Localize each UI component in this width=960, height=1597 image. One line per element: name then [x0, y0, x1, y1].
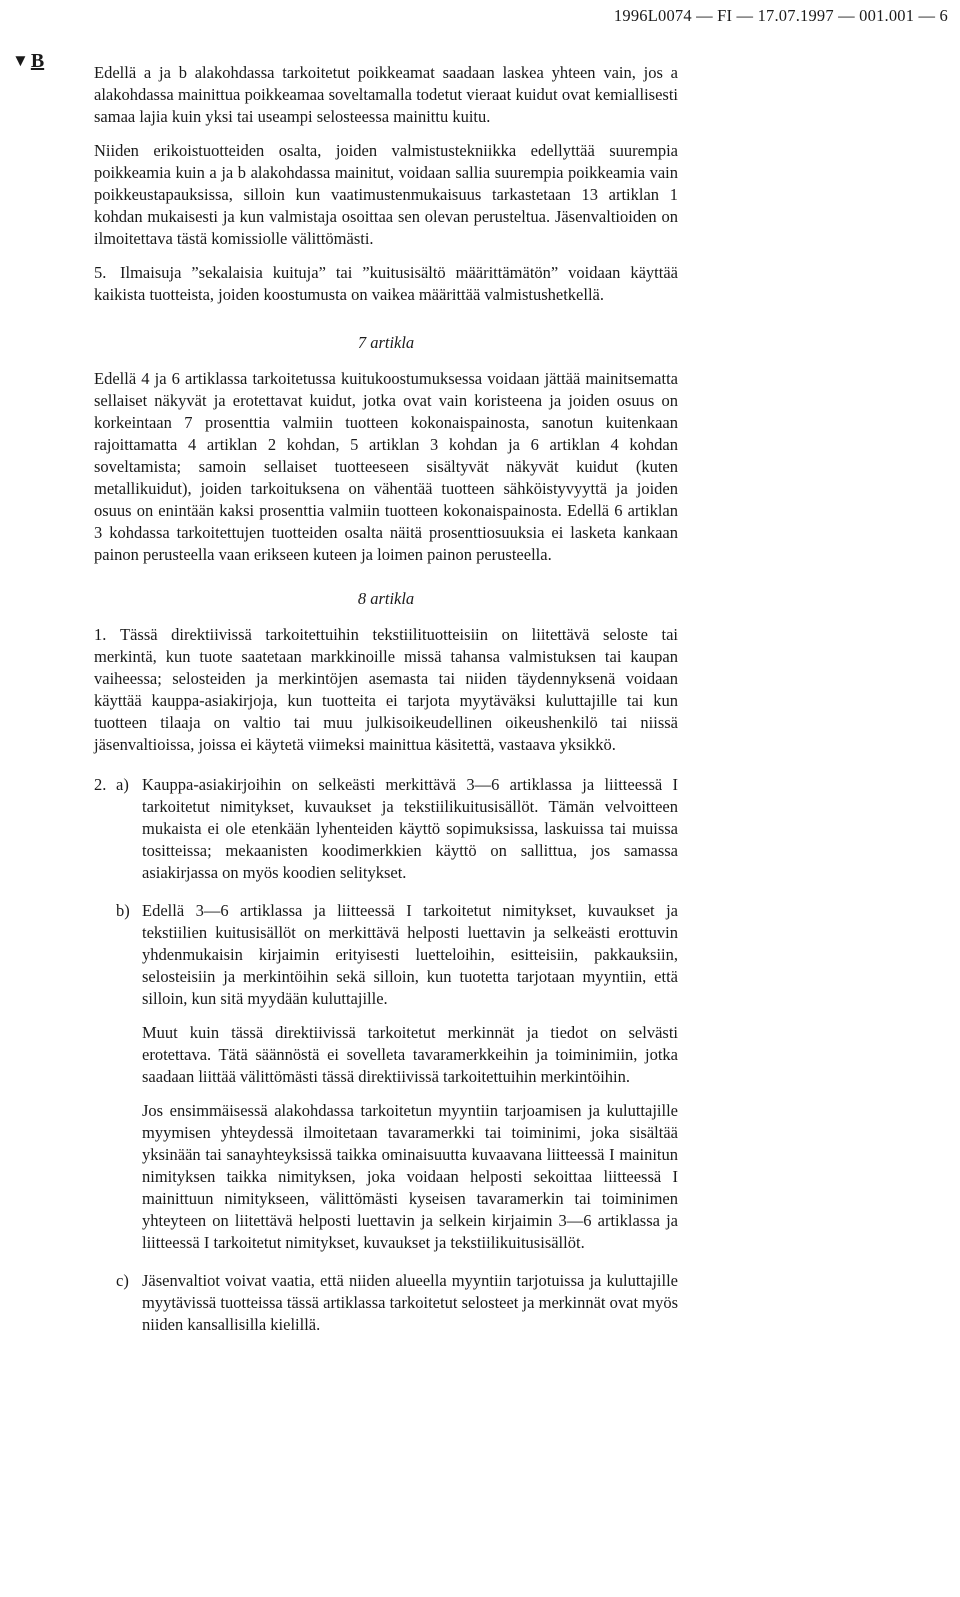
article-7-text: Edellä 4 ja 6 artiklassa tarkoitetussa kuitukoostumuksessa voidaan jättää mainitsematta sellaiset näkyvät ja erotettavat kuidut, jotka ovat vain koristeena ja joiden osuus on korkeintaan 7 prosenttia valmiin tuotteen kokonaispainosta, sanotun kuitenkaan rajoittamatta 4 artiklan 2 kohdan, 5 artiklan 3 kohdan ja 6 artiklan 4 kohdan soveltamista; samoin sellaiset tuotteeseen sisältyvät näkyvät kuidut (kuten metallikuidut), joiden tarkoituksena on vähentää tuotteen sähköistyvyyttä ja joiden osuus on enintään kaksi prosenttia valmiin tuotteen kokonaispainosta. Edellä 6 artiklan 3 kohdassa tarkoitettujen tuotteiden osalta näitä prosenttiosuuksia ei lasketa kankaan painon perusteella vaan erikseen kuteen ja loimen painon perusteella.: [94, 369, 678, 564]
amendment-marker: [12, 50, 44, 73]
point-text: Ilmaisuja ”sekalaisia kuituja” tai ”kuitusisältö määrittämätön” voidaan käyttää kaikista tuotteista, joiden koostumusta on vaikea määrittää valmistushetkellä.: [94, 263, 678, 304]
point-number: 5.: [94, 263, 107, 282]
document-body: [94, 62, 678, 1348]
item-label: c): [116, 1271, 129, 1290]
running-header: 1996L0074 — FI — 17.07.1997 — 001.001 — 6: [613, 6, 948, 25]
point-number: 1.: [94, 625, 107, 644]
marker-letter: B: [30, 50, 45, 72]
paragraph: Edellä a ja b alakohdassa tarkoitetut poikkeamat saadaan laskea yhteen vain, jos a alakohdassa mainittua poikkeamaa soveltamalla todetut vieraat kuidut ovat kemiallisesti samaa lajia kuin yksi tai useampi selosteessa mainittu kuitu.: [94, 63, 678, 126]
item-text: Kauppa-asiakirjoihin on selkeästi merkittävä 3—6 artiklassa ja liitteessä I tarkoitetut nimitykset, kuvaukset ja tekstiilikuitusisällöt. Tämän velvoitteen mukaista ei ole etenkään lyhenteiden käyttö sopimuksissa, laskuissa tai muissa tositteissa; mekaanisten koodimerkkien käyttö on sallittua, jos samassa asiakirjassa on myös koodien selitykset.: [142, 775, 678, 882]
item-text: Edellä 3—6 artiklassa ja liitteessä I tarkoitetut nimitykset, kuvaukset ja tekstiilien kuitusisällöt on merkittävä helposti luettavin ja selkeästi erottuvin yhdenmukaisin kirjaimin erityisesti luetteloihin, esitteisiin, pakkauksiin, selosteisiin ja merkintöihin sekä silloin, kun tuotetta tarjotaan myyntiin, että silloin, kun sitä myydään kuluttajille.: [142, 901, 678, 1008]
article-8-point-2b: [94, 900, 678, 1010]
item-label: a): [116, 775, 129, 794]
triangle-down-icon: ▼: [12, 51, 29, 70]
article-heading: 8 artikla: [357, 589, 415, 608]
paragraph: Niiden erikoistuotteiden osalta, joiden valmistustekniikka edellyttää suurempia poikkeamia kuin a ja b alakohdassa mainitut, voidaan sallia suurempia poikkeamia vain poikkeustapauksissa, silloin kun vaatimustenmukaisuus tarkastetaan 13 artiklan 1 kohdan mukaisesti ja kun valmistaja osoittaa sen olevan perusteltua. Jäsenvaltioiden on ilmoitettava tästä komissiolle välittömästi.: [94, 141, 678, 248]
item-text: Jäsenvaltiot voivat vaatia, että niiden alueella myyntiin tarjotuissa ja kuluttajille myytävissä tuotteissa tässä artiklassa tarkoitetut selosteet ja merkinnät ovat myös niiden kansallisilla kielillä.: [142, 1271, 678, 1334]
article-8-point-2c: [94, 1270, 678, 1336]
sub-paragraph: Jos ensimmäisessä alakohdassa tarkoitetun myyntiin tarjoamisen ja kuluttajille myymisen yhteydessä ilmoitetaan tavaramerkki tai toiminimi, joka sisältää yksinään tai sanayhteyksissä taikka ominaisuutta kuvaavana liitteessä I mainitun nimityksen taikka nimityksen, joka voidaan helposti sekoittaa liitteessä I mainittuun nimitykseen, välittömästi kyseisen tavaramerkin tai toiminimen yhteyteen on liitettävä helposti luettavin ja selkein kirjaimin 3—6 artiklassa ja liitteessä I tarkoitetut nimitykset, kuvaukset ja tekstiilikuitusisällöt.: [142, 1101, 678, 1252]
point-number: 2.: [94, 775, 107, 794]
item-label: b): [116, 901, 130, 920]
point-text: Tässä direktiivissä tarkoitettuihin tekstiilituotteisiin on liitettävä seloste tai merkintä, kun tuote saatetaan markkinoille missä tahansa valmistuksen tai kaupan vaiheessa; selosteiden ja merkintöjen asemasta tai niiden täydennyksenä voidaan käyttää kauppa-asiakirjoja, kun tuotteita ei tarjota myytäväksi kuluttajille tai kun tuotteen tilaaja on valtio tai muu julkisoikeudellinen oikeushenkilö tai niissä jäsenvaltioissa, joissa ei käytetä viimeksi mainittua käsitettä, vastaava yksikkö.: [94, 625, 678, 754]
article-8-point-2a: [94, 774, 678, 884]
article-heading: 7 artikla: [357, 333, 415, 352]
sub-paragraph: Muut kuin tässä direktiivissä tarkoitetut merkinnät ja tiedot on selvästi erotettava. Tätä säännöstä ei sovelleta tavaramerkkeihin ja toiminimiin, jotka saadaan liittää välittömästi tässä direktiivissä tarkoitettuihin merkintöihin.: [142, 1023, 678, 1086]
article-8-point-1: [94, 624, 678, 756]
point-5: [94, 262, 678, 306]
